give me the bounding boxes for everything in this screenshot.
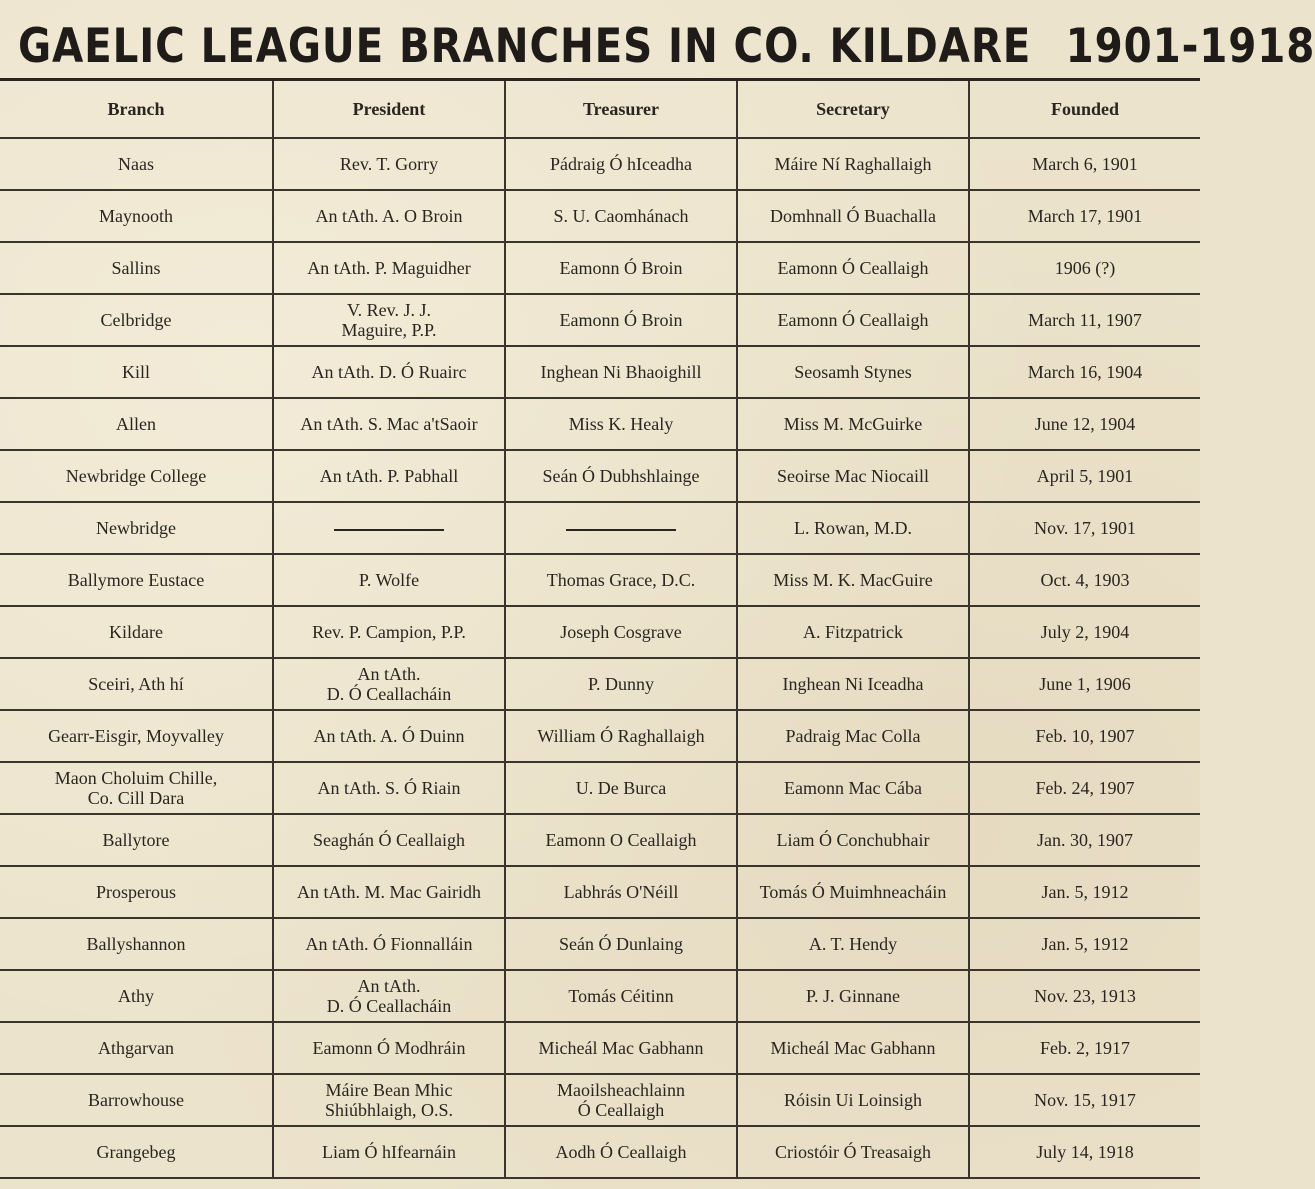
cell-branch	[0, 918, 273, 970]
cell-president	[273, 190, 505, 242]
table-row	[0, 502, 1200, 554]
cell-president	[273, 554, 505, 606]
table-row	[0, 710, 1200, 762]
cell-treasurer	[505, 606, 737, 658]
cell-treasurer	[505, 658, 737, 710]
cell-branch	[0, 190, 273, 242]
cell-founded	[969, 398, 1200, 450]
president-text: Seaghán Ó Ceallaigh	[313, 830, 465, 850]
treasurer-text: Seán Ó Dubhshlainge	[542, 466, 700, 486]
cell-founded	[969, 970, 1200, 1022]
secretary-text: Róisin Ui Loinsigh	[783, 1090, 922, 1110]
branches-table	[0, 78, 1200, 1179]
title-main: GAELIC LEAGUE BRANCHES IN CO. KILDARE	[18, 18, 1032, 74]
cell-founded	[969, 502, 1200, 554]
cell-founded	[969, 1126, 1200, 1178]
treasurer-text: Seán Ó Dunlaing	[559, 934, 683, 954]
cell-treasurer	[505, 866, 737, 918]
table-row	[0, 1022, 1200, 1074]
title-years: 1901-1918	[1065, 18, 1315, 74]
table-row	[0, 866, 1200, 918]
secretary-text: Tomás Ó Muimhneacháin	[759, 882, 947, 902]
cell-founded	[969, 242, 1200, 294]
table-row	[0, 242, 1200, 294]
cell-treasurer	[505, 190, 737, 242]
branch-text: Newbridge College	[65, 466, 207, 486]
founded-text: June 12, 1904	[1034, 414, 1136, 434]
cell-treasurer	[505, 138, 737, 190]
cell-president	[273, 762, 505, 814]
cell-branch	[0, 814, 273, 866]
secretary-text: Miss M. K. MacGuire	[773, 570, 933, 590]
cell-president	[273, 242, 505, 294]
cell-secretary	[737, 658, 969, 710]
cell-founded	[969, 138, 1200, 190]
branch-text: Naas	[118, 154, 154, 174]
founded-text: Nov. 23, 1913	[1034, 986, 1136, 1006]
cell-founded	[969, 814, 1200, 866]
branch-text: Allen	[116, 414, 156, 434]
cell-founded	[969, 1074, 1200, 1126]
president-text: An tAth. P. Pabhall	[319, 466, 459, 486]
cell-treasurer	[505, 346, 737, 398]
founded-text: March 17, 1901	[1027, 206, 1143, 226]
president-text: Rev. P. Campion, P.P.	[312, 622, 466, 642]
cell-treasurer	[505, 710, 737, 762]
treasurer-text: William Ó Raghallaigh	[537, 726, 705, 746]
founded-text: Nov. 17, 1901	[1034, 518, 1136, 538]
empty-dash	[334, 529, 444, 531]
cell-president	[273, 970, 505, 1022]
cell-secretary	[737, 1126, 969, 1178]
secretary-text: Criostóir Ó Treasaigh	[774, 1142, 931, 1162]
cell-treasurer	[505, 1022, 737, 1074]
cell-founded	[969, 450, 1200, 502]
branch-text: Sallins	[111, 258, 161, 278]
treasurer-text: Pádraig Ó hIceadha	[550, 154, 692, 174]
founded-text: March 6, 1901	[1032, 154, 1138, 174]
president-text: An tAth. A. O Broin	[315, 206, 463, 226]
founded-text: April 5, 1901	[1036, 466, 1134, 486]
table-row	[0, 190, 1200, 242]
president-text: An tAth. Ó Fionnalláin	[305, 934, 473, 954]
empty-dash	[566, 529, 676, 531]
table-row	[0, 294, 1200, 346]
cell-treasurer	[505, 398, 737, 450]
cell-treasurer	[505, 242, 737, 294]
cell-branch	[0, 398, 273, 450]
secretary-text: A. T. Hendy	[808, 934, 898, 954]
president-text: P. Wolfe	[358, 570, 420, 590]
cell-branch	[0, 242, 273, 294]
cell-president	[273, 294, 505, 346]
cell-secretary	[737, 190, 969, 242]
cell-branch	[0, 866, 273, 918]
cell-secretary	[737, 294, 969, 346]
column-header-secretary: Secretary	[737, 80, 969, 139]
treasurer-text: S. U. Caomhánach	[553, 206, 689, 226]
secretary-text: Seosamh Stynes	[794, 362, 912, 382]
cell-secretary	[737, 1022, 969, 1074]
cell-secretary	[737, 502, 969, 554]
cell-president	[273, 450, 505, 502]
president-text: An tAth. M. Mac Gairidh	[297, 882, 481, 902]
cell-president	[273, 138, 505, 190]
cell-founded	[969, 554, 1200, 606]
president-text: Máire Bean Mhic Shiúbhlaigh, O.S.	[324, 1080, 453, 1120]
cell-treasurer	[505, 294, 737, 346]
table-row	[0, 1126, 1200, 1178]
treasurer-text: Miss K. Healy	[568, 414, 674, 434]
cell-founded	[969, 866, 1200, 918]
cell-founded	[969, 710, 1200, 762]
cell-president	[273, 1126, 505, 1178]
treasurer-text: Micheál Mac Gabhann	[538, 1038, 704, 1058]
secretary-text: L. Rowan, M.D.	[794, 518, 912, 538]
cell-president	[273, 710, 505, 762]
treasurer-text: Aodh Ó Ceallaigh	[555, 1142, 687, 1162]
founded-text: Feb. 24, 1907	[1035, 778, 1135, 798]
secretary-text: Máire Ní Raghallaigh	[774, 154, 932, 174]
cell-branch	[0, 450, 273, 502]
column-header-president: President	[273, 80, 505, 139]
founded-text: June 1, 1906	[1039, 674, 1131, 694]
cell-treasurer	[505, 554, 737, 606]
cell-founded	[969, 1022, 1200, 1074]
branch-text: Gearr-Eisgir, Moyvalley	[48, 726, 224, 746]
president-text: An tAth. D. Ó Ceallacháin	[326, 664, 452, 704]
branch-text: Kildare	[109, 622, 163, 642]
founded-text: July 14, 1918	[1036, 1142, 1134, 1162]
cell-secretary	[737, 1074, 969, 1126]
cell-founded	[969, 762, 1200, 814]
table-row	[0, 554, 1200, 606]
cell-treasurer	[505, 450, 737, 502]
secretary-text: Seoirse Mac Niocaill	[777, 466, 929, 486]
cell-secretary	[737, 814, 969, 866]
header-row	[0, 80, 1200, 139]
cell-president	[273, 866, 505, 918]
secretary-text: A. Fitzpatrick	[803, 622, 903, 642]
cell-branch	[0, 606, 273, 658]
founded-text: Feb. 10, 1907	[1035, 726, 1135, 746]
cell-treasurer	[505, 502, 737, 554]
president-text: Liam Ó hIfearnáin	[322, 1142, 456, 1162]
cell-branch	[0, 1074, 273, 1126]
president-text: Eamonn Ó Modhráin	[312, 1038, 466, 1058]
president-text: An tAth. P. Maguidher	[307, 258, 471, 278]
cell-secretary	[737, 450, 969, 502]
table-row	[0, 346, 1200, 398]
treasurer-text: Inghean Ni Bhaoighill	[540, 362, 702, 382]
cell-secretary	[737, 346, 969, 398]
secretary-text: Eamonn Ó Ceallaigh	[777, 310, 929, 330]
secretary-text: Miss M. McGuirke	[783, 414, 923, 434]
cell-secretary	[737, 554, 969, 606]
president-text: V. Rev. J. J. Maguire, P.P.	[341, 300, 437, 340]
column-header-branch: Branch	[0, 80, 273, 139]
table-row	[0, 138, 1200, 190]
treasurer-text: Thomas Grace, D.C.	[546, 570, 696, 590]
president-text: An tAth. A. Ó Duinn	[313, 726, 465, 746]
cell-founded	[969, 606, 1200, 658]
cell-branch	[0, 294, 273, 346]
cell-secretary	[737, 242, 969, 294]
founded-text: Nov. 15, 1917	[1034, 1090, 1136, 1110]
treasurer-text: Tomás Céitinn	[568, 986, 674, 1006]
president-text: An tAth. S. Mac a'tSaoir	[300, 414, 478, 434]
founded-text: Feb. 2, 1917	[1040, 1038, 1130, 1058]
branch-text: Newbridge	[96, 518, 176, 538]
cell-branch	[0, 554, 273, 606]
founded-text: March 16, 1904	[1027, 362, 1143, 382]
secretary-text: Padraig Mac Colla	[785, 726, 921, 746]
table-row	[0, 918, 1200, 970]
branch-text: Kill	[121, 362, 150, 382]
treasurer-text: Joseph Cosgrave	[560, 622, 682, 642]
table-body	[0, 138, 1200, 1178]
president-text: An tAth. S. Ó Riain	[317, 778, 461, 798]
founded-text: July 2, 1904	[1040, 622, 1130, 642]
branch-text: Celbridge	[100, 310, 172, 330]
treasurer-text: P. Dunny	[587, 674, 654, 694]
table-row	[0, 658, 1200, 710]
page-title	[18, 14, 1315, 78]
cell-branch	[0, 1126, 273, 1178]
secretary-text: Liam Ó Conchubhair	[776, 830, 930, 850]
treasurer-text: Labhrás O'Néill	[563, 882, 679, 902]
treasurer-text: Maoilsheachlainn Ó Ceallaigh	[557, 1080, 685, 1120]
cell-founded	[969, 294, 1200, 346]
founded-text: Jan. 5, 1912	[1041, 934, 1129, 954]
cell-secretary	[737, 762, 969, 814]
president-text: An tAth. D. Ó Ceallacháin	[326, 976, 452, 1016]
branch-text: Ballytore	[102, 830, 170, 850]
cell-branch	[0, 1022, 273, 1074]
table-row	[0, 450, 1200, 502]
secretary-text: Eamonn Ó Ceallaigh	[777, 258, 929, 278]
table-row	[0, 606, 1200, 658]
cell-branch	[0, 658, 273, 710]
branch-text: Maon Choluim Chille, Co. Cill Dara	[54, 768, 218, 808]
table-row	[0, 814, 1200, 866]
cell-treasurer	[505, 814, 737, 866]
branch-text: Athgarvan	[98, 1038, 174, 1058]
secretary-text: Inghean Ni Iceadha	[782, 674, 924, 694]
cell-branch	[0, 138, 273, 190]
founded-text: Jan. 30, 1907	[1037, 830, 1133, 850]
cell-secretary	[737, 918, 969, 970]
cell-president	[273, 658, 505, 710]
president-text: An tAth. D. Ó Ruairc	[311, 362, 467, 382]
cell-branch	[0, 762, 273, 814]
cell-treasurer	[505, 1074, 737, 1126]
cell-president	[273, 606, 505, 658]
cell-secretary	[737, 606, 969, 658]
founded-text: Jan. 5, 1912	[1041, 882, 1129, 902]
founded-text: Oct. 4, 1903	[1040, 570, 1130, 590]
cell-secretary	[737, 866, 969, 918]
cell-founded	[969, 658, 1200, 710]
cell-president	[273, 1074, 505, 1126]
cell-secretary	[737, 138, 969, 190]
cell-branch	[0, 710, 273, 762]
founded-text: March 11, 1907	[1028, 310, 1142, 330]
founded-text: 1906 (?)	[1054, 258, 1116, 278]
branch-text: Grangebeg	[96, 1142, 176, 1162]
cell-founded	[969, 918, 1200, 970]
secretary-text: Eamonn Mac Cába	[784, 778, 922, 798]
branch-text: Sceiri, Ath hí	[88, 674, 184, 694]
cell-branch	[0, 970, 273, 1022]
table-row	[0, 762, 1200, 814]
branch-text: Maynooth	[99, 206, 173, 226]
cell-president	[273, 814, 505, 866]
secretary-text: Micheál Mac Gabhann	[770, 1038, 936, 1058]
treasurer-text: U. De Burca	[575, 778, 667, 798]
column-header-treasurer: Treasurer	[505, 80, 737, 139]
column-header-founded: Founded	[969, 80, 1200, 139]
secretary-text: P. J. Ginnane	[806, 986, 900, 1006]
cell-secretary	[737, 398, 969, 450]
cell-treasurer	[505, 1126, 737, 1178]
secretary-text: Domhnall Ó Buachalla	[770, 206, 936, 226]
cell-secretary	[737, 970, 969, 1022]
cell-branch	[0, 502, 273, 554]
cell-treasurer	[505, 970, 737, 1022]
cell-founded	[969, 190, 1200, 242]
cell-treasurer	[505, 918, 737, 970]
cell-president	[273, 346, 505, 398]
branch-text: Prosperous	[96, 882, 176, 902]
table-row	[0, 970, 1200, 1022]
cell-president	[273, 398, 505, 450]
treasurer-text: Eamonn O Ceallaigh	[545, 830, 697, 850]
president-text: Rev. T. Gorry	[339, 154, 439, 174]
cell-secretary	[737, 710, 969, 762]
cell-president	[273, 1022, 505, 1074]
treasurer-text: Eamonn Ó Broin	[559, 310, 683, 330]
branch-text: Ballymore Eustace	[67, 570, 205, 590]
branch-text: Ballyshannon	[86, 934, 186, 954]
cell-president	[273, 502, 505, 554]
branch-text: Barrowhouse	[88, 1090, 184, 1110]
treasurer-text: Eamonn Ó Broin	[559, 258, 683, 278]
cell-treasurer	[505, 762, 737, 814]
table-row	[0, 1074, 1200, 1126]
cell-branch	[0, 346, 273, 398]
table-row	[0, 398, 1200, 450]
cell-founded	[969, 346, 1200, 398]
cell-president	[273, 918, 505, 970]
branch-text: Athy	[118, 986, 154, 1006]
